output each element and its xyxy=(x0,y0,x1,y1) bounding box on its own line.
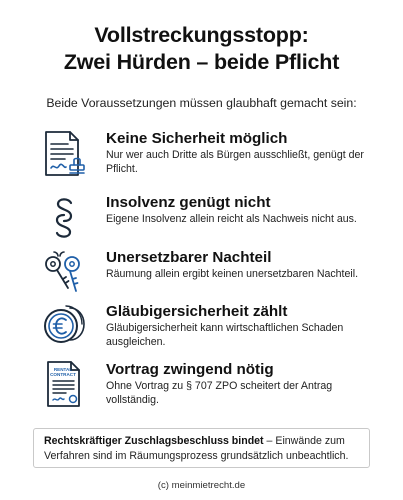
item-heading: Vortrag zwingend nötig xyxy=(106,361,274,378)
item-description: Eigene Insolvenz allein reicht als Nachweis nicht aus. xyxy=(106,213,357,225)
footer-copyright: (c) meinmietrecht.de xyxy=(157,480,246,491)
callout-box xyxy=(33,428,370,468)
item-heading: Keine Sicherheit möglich xyxy=(106,130,288,147)
rental-contract-icon xyxy=(40,360,88,410)
title-line-1: Vollstreckungsstopp: xyxy=(94,23,309,47)
requirement-item xyxy=(0,129,403,187)
document-seal-icon xyxy=(40,129,88,179)
title-line-2: Zwei Hürden – beide Pflicht xyxy=(63,50,340,74)
item-heading: Unersetzbarer Nachteil xyxy=(106,249,272,266)
intro-text: Beide Voraussetzungen müssen glaubhaft gemacht sein: xyxy=(46,96,357,110)
requirement-item xyxy=(0,360,403,418)
item-description: Räumung allein ergibt keinen unersetzbaren Nachteil. xyxy=(106,268,359,280)
euro-coins-icon xyxy=(40,302,88,352)
item-description: Gläubigersicherheit kann wirtschaftlichen Schaden ausgleichen. xyxy=(106,322,344,348)
requirement-item xyxy=(0,302,403,360)
keys-icon xyxy=(40,248,88,298)
page-title xyxy=(0,22,403,76)
item-heading: Gläubigersicherheit zählt xyxy=(106,303,288,320)
paragraph-icon xyxy=(40,193,88,243)
rental-label-line-1: RENTAL xyxy=(53,367,73,372)
requirement-item xyxy=(0,193,403,251)
rental-label-line-2: CONTRACT xyxy=(50,372,76,377)
item-heading: Insolvenz genügt nicht xyxy=(106,194,271,211)
callout-bold: Rechtskräftiger Zuschlagsbeschluss bindet xyxy=(44,435,264,447)
callout-text: – Einwände zum Verfahren sind im Räumungsprozess grundsätzlich unbeachtlich. xyxy=(44,435,349,462)
item-description: Nur wer auch Dritte als Bürgen ausschließt, genügt der Pflicht. xyxy=(106,149,364,175)
item-description: Ohne Vortrag zu § 707 ZPO scheitert der Antrag vollständig. xyxy=(106,380,333,406)
requirement-item xyxy=(0,248,403,306)
